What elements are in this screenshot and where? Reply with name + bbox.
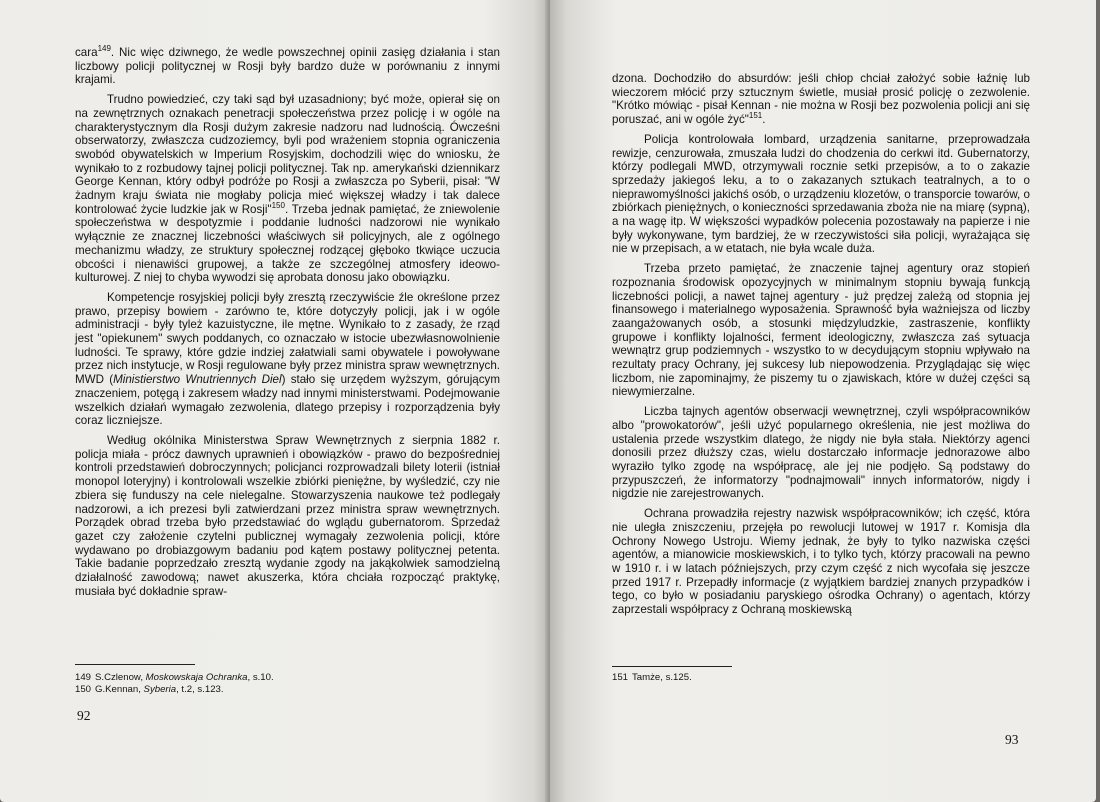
paragraph [75,434,500,598]
text-run: Kompetencje rosyjskiej policji były zresztą rzeczywiście źle określone przez prawo, przepisy bowiem - zarówno te, które dotyczyły policji, jak i w ogóle administracji - były tyleż kazuistyczne, ile mętne. Wynikało to z zasady, że rząd jest "opiekunem" swych poddanych, co oznaczało w istocie ubezwłasnowolnienie ludności. Te sprawy, które gdzie indziej załatwiali sami obywatele i powoływane przez nich instytucje, w Rosji regulowane były przez ministra spraw wewnętrznych. MWD ( [75,290,500,387]
text-run: . Nic więc dziwnego, że wedle powszechnej opinii zasięg działania i stan liczbowy policji politycznej w Rosji były bardzo duże w porównaniu z innymi krajami. [75,46,500,87]
text-run: ) stało się urzędem wyższym, górującym znaczeniem, potęgą i zakresem władzy nad innymi ministerstwami. Podejmowanie wszelkich działań wymagało zezwolenia, dlatego przepisy i rozporządzenia były coraz liczniejsze. [75,373,500,428]
footnote-location: s.125. [665,672,692,683]
text-run: Ochrana prowadziła rejestry nazwisk współpracowników; ich część, która nie uległa zniszczeniu, przejęła po rewolucji lutowej w 1917 r. Komisja dla Ochrony Nowego Ustroju. Wiemy jednak, że były to tylko nazwiska części agentów, a mianowicie moskiewskich, i to tylko tych, którzy pracowali na pewno w 1910 r. i w latach późniejszych, przy czym część z nich wycofała się jeszcze przed 1917 r. Przepadły informacje (z wyjątkiem bardziej znanych przypadków i tego, co było w posiadaniu paryskiego ośrodka Ochrany) o agentach, którzy zaprzestali współpracy z Ochraną moskiewską [612,507,1030,617]
footnote-location: , s.10. [247,672,274,683]
right-footnotes [612,672,1032,684]
paragraph [612,405,1030,501]
paragraph [75,46,500,87]
footnote-author: S.Czlenow, [95,672,146,683]
text-run: . [762,113,766,127]
right-page [550,0,1096,802]
paragraph [612,72,1030,127]
left-page-body [75,46,500,598]
footnote [612,672,1032,684]
paragraph [75,93,500,285]
footnote-rule [612,666,732,667]
page-number-left: 92 [77,708,91,723]
text-run: dzona. Dochodziło do absurdów: jeśli chłop chciał założyć sobie łaźnię lub wieczorem młócić przy sztucznym świetle, musiał prosić policję o zezwolenie. "Krótko mówiąc - pisał Kennan - nie można w Rosji bez pozwolenia policji ani się poruszać, ani w ogóle żyć" [612,72,1030,127]
footnote-title: Syberia [143,683,177,695]
paragraph [612,262,1030,399]
footnote-title: Moskowskaja Ochranka [145,672,248,683]
page-number-right: 93 [1005,732,1019,747]
text-run: . Trzeba jednak pamiętać, że zniewolenie społeczeństwa w despotyzmie i poddanie ludności nadzorowi nie wynikało wyłącznie ze znacznej liczebności właściwych sił policyjnych, ale z ogólnego mechanizmu władzy, ze struktury społecznej rodzącej głęboko tkwiące uczucia obcości i nienawiści grupowej, a także ze szczególnej atmosfery ideowo-kulturowej. Z niej to chyba wywodzi się aprobata donosu jako obowiązku. [75,202,500,285]
text-run: Policja kontrolowała lombard, urządzenia sanitarne, przeprowadzała rewizje, cenzurowała, zmuszała ludzi do chodzenia do cerkwi itd. Gubernatorzy, którzy podlegali MWD, otrzymywali rocznie setki przepisów, a to o zakazie sprzedaży jakiegoś leku, a to o zakazanych sztukach teatralnych, a to o nieprawomyślności jakichś osób, o urządzeniu klozetów, o transporcie towarów, o zbiórkach pieniężnych, o konieczności sprzedawania zboża nie na miarę (sypną), a na wagę itp. W większości wypadków polecenia pozostawały na papierze i nie były wykonywane, tym bardziej, że w rzeczywistości siła policji, wyrażająca się nie w przepisach, a w etatach, nie była wcale duża. [612,132,1030,256]
right-page-body [612,72,1030,617]
footnote-rule [75,664,195,665]
text-run: Liczba tajnych agentów obserwacji wewnętrznej, czyli współpracowników albo "prowokatorów", jeśli użyć popularnego określenia, nie jest możliwa do ustalenia przede wszystkim dlatego, że nigdy nie była stała. Niektórzy agenci donosili przez dłuższy czas, wielu dostarczało informacje jednorazowe albo wyraziło tylko zgodę na współpracę, ale jej nie podjęło. Są podstawy do przypuszczeń, że informatorzy "podnajmowali" innych informatorów, nigdy i nigdzie nie zarejestrowanych. [612,405,1030,501]
footnote-ref: 151 [748,111,763,121]
text-run: Trudno powiedzieć, czy taki sąd był uzasadniony; być może, opierał się on na zewnętrznych oznakach penetracji społeczeństwa przez policję i w ogóle na charakterystycznym dla Rosji dużym zakresie nadzoru nad ludnością. Ówcześni obserwatorzy, zwłaszcza cudzoziemcy, byli pod wrażeniem stopnia ograniczenia swobód obywatelskich w Imperium Rosyjskim, dochodzili więc do wniosku, że wynikało to z rozbudowy tajnej policji politycznej. Tak np. amerykański dziennikarz George Kennan, który odbył podróże po Rosji a zwłaszcza po Syberii, pisał: "W żadnym kraju świata nie mogłaby policja mieć większej władzy i tak dalece kontrolować życie ludzkie jak w Rosji" [75,93,500,216]
footnote-number: 149 [75,672,92,683]
footnote-location: , t.2, s.123. [176,683,224,695]
footnote [75,672,495,684]
paragraph [612,507,1030,617]
paragraph [612,133,1030,256]
footnote-number: 151 [612,672,629,683]
text-run: Trzeba przeto pamiętać, że znaczenie tajnej agentury oraz stopień rozpoznania środowisk opozycyjnych w minimalnym stopniu bywają funkcją liczebności policji, a nawet tajnej agentury - już prędzej zależą od stopnia jej finansowego i materialnego wyposażenia. Sprawność była ważniejsza od liczby zaangażowanych osób, a stosunki międzyludzkie, zastraszenie, konflikty grupowe i konflikty lojalności, ferment ideologiczny, zwłaszcza zaś sytuacja wewnątrz grup podziemnych - wszystko to w decydującym stopniu wpływało na rezultaty pracy Ochrany, jej sukcesy lub niepowodzenia. Przyglądając się więc liczbom, nie zapominajmy, że piszemy tu o zjawiskach, które w dużej części są niewymierzalne. [612,262,1030,399]
footnote-author: Tamże, [632,672,666,683]
left-footnotes [75,672,495,695]
footnote-ref: 150 [271,200,285,210]
footnote [75,684,495,696]
text-run: Według okólnika Ministerstwa Spraw Wewnętrznych z sierpnia 1882 r. policja miała - prócz dawnych uprawnień i obowiązków - prawo do bezpośredniej kontroli przedstawień dobroczynnych; policjanci rozprowadzali bilety loterii (istniał monopol loteryjny) i kontrolowali wszelkie zbiórki pieniężne, by wyśledzić, czy nie zbiera się funduszy na cele nielegalne. Stowarzyszenia naukowe też podlegały nadzorowi, a ich prezesi byli zatwierdzani przez ministra spraw wewnętrznych. Porządek obrad trzeba było przedstawiać do wglądu gubernatorom. Sprzedaż gazet czy założenie czytelni publicznej wymagały zezwolenia policji, które wydawano po drobiazgowym badaniu pod kątem postawy politycznej petenta. Takie badanie poprzedzało zresztą wydanie zgody na jakąkolwiek samodzielną działalność zawodową; nawet akuszerka, która chciała rozpocząć praktykę, musiała być dokładnie spraw- [75,433,500,598]
footnote-number: 150 [75,683,92,695]
italic-term: Ministierstwo Wnutriennych Diel [113,373,282,387]
footnote-ref: 149 [97,44,111,54]
paragraph [75,291,500,428]
footnote-author: G.Kennan, [95,683,144,695]
text-run: cara [75,46,98,59]
